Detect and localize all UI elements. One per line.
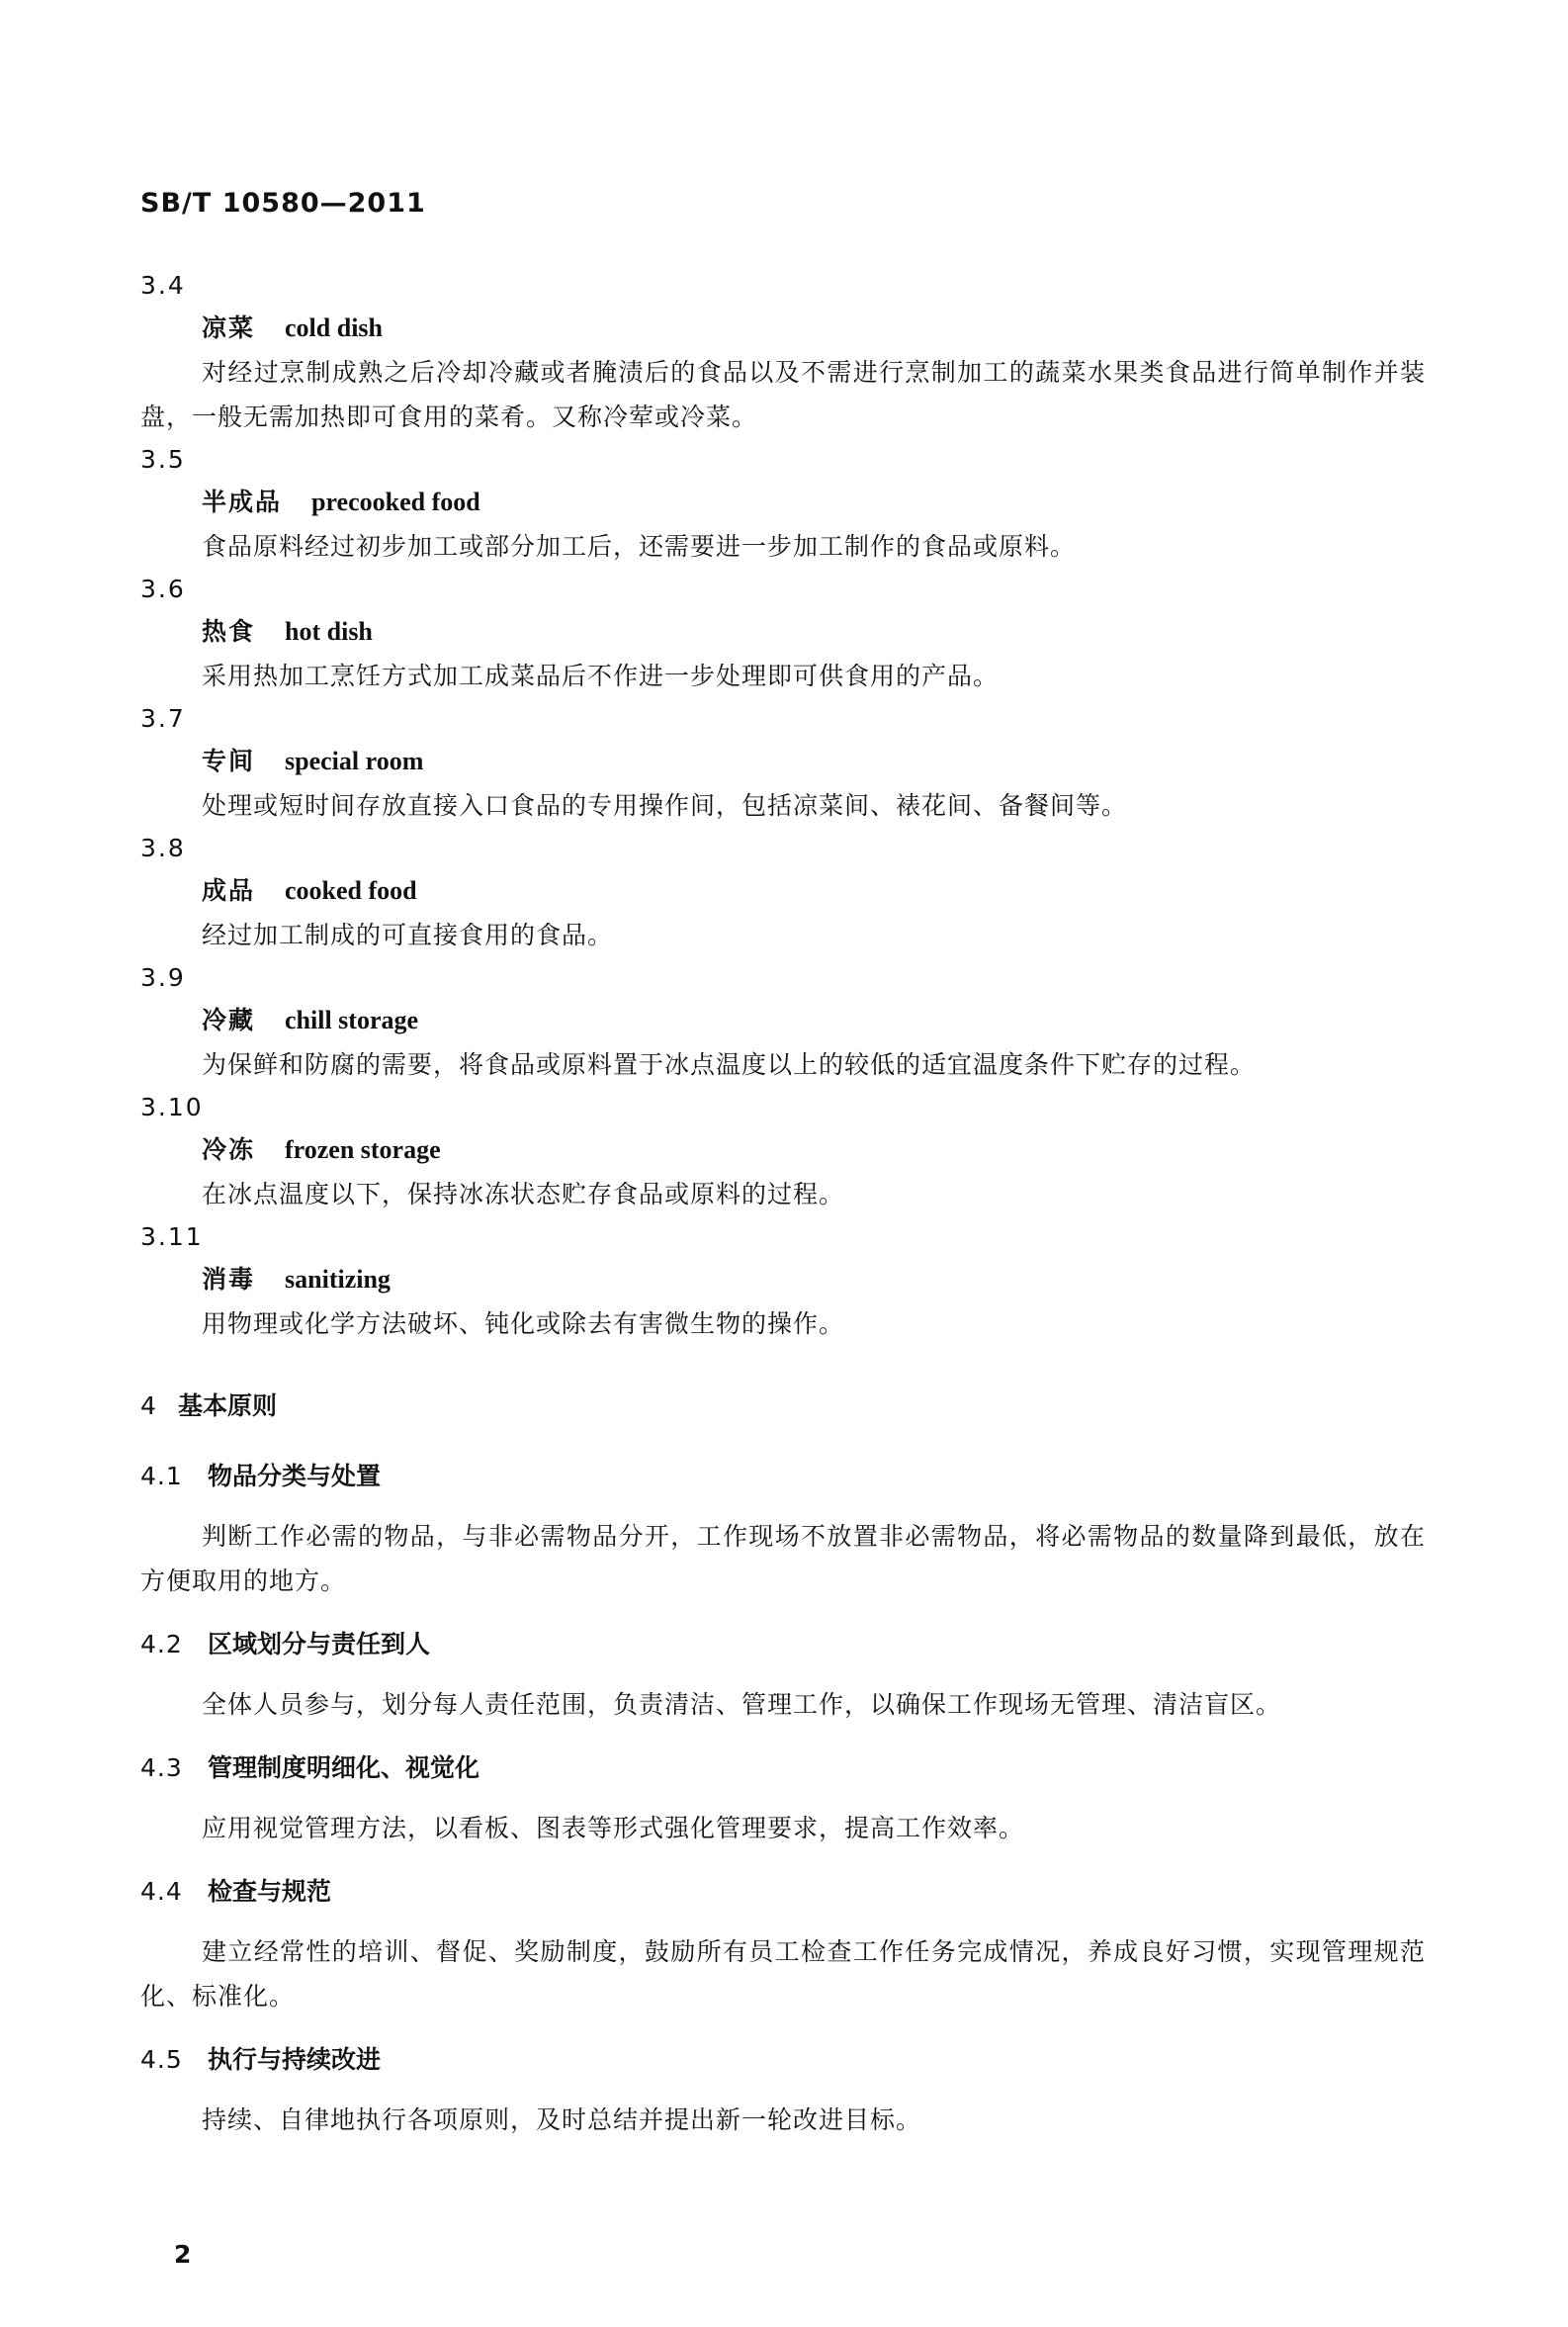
section	[140, 2026, 1426, 2142]
section-heading	[140, 1443, 1426, 1510]
chapter-title: 基本原则	[178, 1391, 278, 1420]
section-number: 4.4	[140, 1877, 183, 1906]
term-number: 3.9	[140, 963, 186, 992]
term-en: chill storage	[285, 1006, 419, 1034]
section-number: 4.3	[140, 1753, 183, 1782]
section	[140, 1735, 1426, 1850]
term-definition: 经过加工制成的可直接食用的食品。	[202, 921, 614, 949]
section-body: 全体人员参与，划分每人责任范围，负责清洁、管理工作，以确保工作现场无管理、清洁盲区。	[202, 1690, 1282, 1719]
page-number: 2	[174, 2240, 192, 2269]
term-en: cooked food	[285, 876, 417, 905]
section-number: 4.5	[140, 2045, 183, 2074]
term-entry	[140, 569, 1426, 698]
section-body: 应用视觉管理方法，以看板、图表等形式强化管理要求，提高工作效率。	[202, 1814, 1025, 1842]
term-definition: 采用热加工烹饪方式加工成菜品后不作进一步处理即可供食用的产品。	[202, 662, 1000, 690]
term-definition: 为保鲜和防腐的需要，将食品或原料置于冰点温度以上的较低的适宜温度条件下贮存的过程。	[202, 1050, 1257, 1079]
term-definition: 食品原料经过初步加工或部分加工后，还需要进一步加工制作的食品或原料。	[202, 532, 1077, 561]
term-number: 3.7	[140, 704, 186, 733]
term-definition: 处理或短时间存放直接入口食品的专用操作间，包括凉菜间、裱花间、备餐间等。	[202, 791, 1128, 820]
section-title: 检查与规范	[208, 1877, 332, 1906]
term-definition: 用物理或化学方法破坏、钝化或除去有害微生物的操作。	[202, 1309, 845, 1338]
term-zh: 冷冻	[202, 1135, 256, 1164]
term-number: 3.11	[140, 1222, 204, 1251]
section-number: 4.1	[140, 1462, 183, 1490]
term-en: frozen storage	[285, 1135, 441, 1164]
term-zh: 成品	[202, 876, 256, 905]
term-number: 3.8	[140, 834, 186, 862]
term-number: 3.10	[140, 1093, 204, 1121]
section-heading	[140, 2026, 1426, 2094]
chapter-number: 4	[140, 1391, 156, 1420]
term-heading	[140, 481, 1426, 524]
section-heading	[140, 1611, 1426, 1678]
term-heading	[140, 610, 1426, 654]
term-heading	[140, 1128, 1426, 1172]
section	[140, 1443, 1426, 1603]
term-definition: 在冰点温度以下，保持冰冻状态贮存食品或原料的过程。	[202, 1180, 845, 1208]
term-heading	[140, 1258, 1426, 1301]
term-number: 3.4	[140, 271, 186, 300]
section	[140, 1858, 1426, 2018]
term-en: cold dish	[285, 313, 384, 342]
section-heading	[140, 1858, 1426, 1925]
term-zh: 凉菜	[202, 313, 256, 342]
section-body: 判断工作必需的物品，与非必需物品分开，工作现场不放置非必需物品，将必需物品的数量降到最低，放在方便取用的地方。	[140, 1522, 1426, 1595]
term-zh: 消毒	[202, 1265, 256, 1294]
term-heading	[140, 999, 1426, 1042]
term-en: sanitizing	[285, 1265, 391, 1294]
term-entry	[140, 1216, 1426, 1346]
section-heading	[140, 1735, 1426, 1802]
chapter-heading	[140, 1378, 1426, 1435]
term-number: 3.5	[140, 445, 186, 474]
term-definition: 对经过烹制成熟之后冷却冷藏或者腌渍后的食品以及不需进行烹制加工的蔬菜水果类食品进行简单制作并装盘，一般无需加热即可食用的菜肴。又称冷荤或冷菜。	[140, 358, 1426, 431]
section-title: 管理制度明细化、视觉化	[208, 1753, 480, 1782]
term-entry	[140, 828, 1426, 957]
section-title: 区域划分与责任到人	[208, 1630, 431, 1658]
section-body: 持续、自律地执行各项原则，及时总结并提出新一轮改进目标。	[202, 2105, 922, 2134]
page-content	[140, 265, 1426, 2142]
section-body: 建立经常性的培训、督促、奖励制度，鼓励所有员工检查工作任务完成情况，养成良好习惯，实现管理规范化、标准化。	[140, 1937, 1426, 2011]
section-title: 执行与持续改进	[208, 2045, 382, 2074]
term-entry	[140, 698, 1426, 828]
section-number: 4.2	[140, 1630, 183, 1658]
term-zh: 热食	[202, 617, 256, 646]
term-entry	[140, 1087, 1426, 1216]
section	[140, 1611, 1426, 1727]
term-heading	[140, 307, 1426, 350]
section-title: 物品分类与处置	[208, 1462, 382, 1490]
term-entry	[140, 265, 1426, 439]
term-heading	[140, 869, 1426, 913]
term-zh: 冷藏	[202, 1006, 256, 1034]
term-en: precooked food	[311, 488, 480, 516]
term-en: hot dish	[285, 617, 373, 646]
term-zh: 半成品	[202, 488, 283, 516]
standard-code: SB/T 10580—2011	[140, 188, 426, 219]
term-number: 3.6	[140, 575, 186, 603]
term-heading	[140, 740, 1426, 783]
term-en: special room	[285, 747, 424, 775]
term-entry	[140, 439, 1426, 569]
term-zh: 专间	[202, 747, 256, 775]
term-entry	[140, 957, 1426, 1087]
